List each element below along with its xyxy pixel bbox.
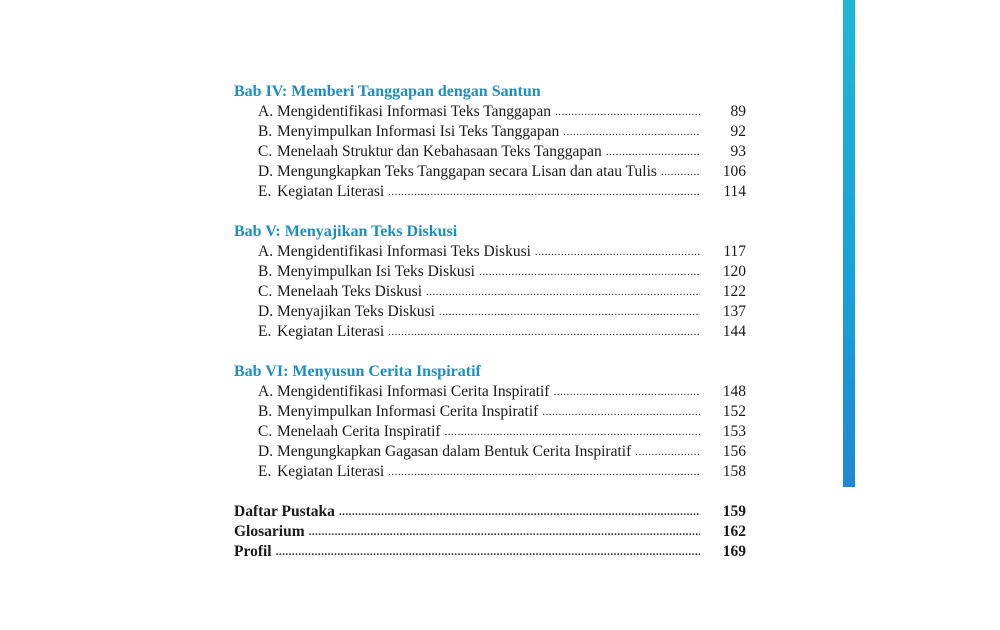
entry-page: 158 [722,463,746,480]
entry-title: Glosarium [234,523,305,540]
entry-title: Kegiatan Literasi [277,323,385,340]
entry-letter: D. [258,443,274,460]
entry-letter: A. [258,383,274,400]
entry-title: Menyimpulkan Informasi Cerita Inspiratif [277,403,539,420]
entry-page: 137 [722,303,746,320]
toc-entry[interactable] [234,162,746,182]
entry-title: Menyimpulkan Informasi Isi Teks Tanggapan [277,123,560,140]
chapter-4 [234,82,746,202]
toc-entry[interactable] [234,422,746,442]
entry-letter: E. [258,183,272,200]
entry-letter: B. [258,263,273,280]
dot-leader [535,242,700,262]
toc-entry[interactable] [234,462,746,482]
entry-page: 156 [722,443,746,460]
entry-letter: D. [258,163,274,180]
toc-entry[interactable] [234,242,746,262]
dot-leader [426,282,700,302]
entry-page: 89 [730,103,746,120]
entry-title: Mengidentifikasi Informasi Teks Diskusi [277,243,531,260]
entry-title: Menelaah Cerita Inspiratif [277,423,441,440]
entry-title: Mengidentifikasi Informasi Cerita Inspiratif [277,383,550,400]
entry-page: 153 [722,423,746,440]
entry-page: 169 [722,543,746,560]
toc-entry[interactable] [234,382,746,402]
entry-title: Mengidentifikasi Informasi Teks Tanggapan [277,103,552,120]
dot-leader [388,322,700,342]
entry-title: Daftar Pustaka [234,503,335,520]
entry-page: 117 [723,243,746,260]
entry-page: 152 [722,403,746,420]
chapter-title[interactable]: Bab V: Menyajikan Teks Diskusi [234,223,458,240]
entry-page: 159 [722,503,746,520]
entry-page: 148 [722,383,746,400]
entry-letter: B. [258,123,273,140]
toc-entry[interactable] [234,442,746,462]
toc-entry[interactable] [234,322,746,342]
chapter-title[interactable]: Bab VI: Menyusun Cerita Inspiratif [234,363,481,380]
entry-letter: A. [258,243,274,260]
dot-leader [635,442,700,462]
toc-entry[interactable] [234,102,746,122]
entry-title: Profil [234,543,272,560]
toc-entry[interactable] [234,262,746,282]
entry-page: 120 [722,263,746,280]
entry-page: 122 [722,283,746,300]
toc-entry-daftar-pustaka[interactable] [234,502,746,522]
toc-entry-profil[interactable] [234,542,746,562]
dot-leader [563,122,700,142]
chapter-title[interactable]: Bab IV: Memberi Tanggapan dengan Santun [234,83,541,100]
entry-letter: D. [258,303,274,320]
dot-leader [661,162,700,182]
entry-title: Menyimpulkan Isi Teks Diskusi [277,263,475,280]
entry-page: 93 [730,143,746,160]
back-matter [234,502,746,562]
entry-letter: C. [258,283,273,300]
entry-page: 106 [722,163,746,180]
dot-leader [309,522,700,542]
toc-entry[interactable] [234,302,746,322]
toc-entry[interactable] [234,182,746,202]
chapter-5 [234,222,746,342]
entry-page: 114 [723,183,746,200]
entry-page: 144 [722,323,746,340]
entry-letter: B. [258,403,273,420]
table-of-contents [234,82,746,562]
entry-title: Mengungkapkan Gagasan dalam Bentuk Cerita Inspiratif [277,443,632,460]
entry-letter: E. [258,463,272,480]
entry-letter: C. [258,423,273,440]
dot-leader [606,142,700,162]
toc-entry[interactable] [234,402,746,422]
toc-entry[interactable] [234,122,746,142]
dot-leader [439,302,700,322]
dot-leader [388,462,700,482]
dot-leader [339,502,700,522]
dot-leader [555,102,700,122]
chapter-6 [234,362,746,482]
toc-entry-glosarium[interactable] [234,522,746,542]
toc-entry[interactable] [234,142,746,162]
dot-leader [276,542,700,562]
dot-leader [445,422,700,442]
entry-title: Kegiatan Literasi [277,183,385,200]
entry-page: 162 [722,523,746,540]
dot-leader [553,382,700,402]
entry-title: Menyajikan Teks Diskusi [277,303,435,320]
dot-leader [388,182,700,202]
dot-leader [542,402,700,422]
entry-letter: C. [258,143,273,160]
entry-letter: A. [258,103,274,120]
toc-entry[interactable] [234,282,746,302]
dot-leader [479,262,700,282]
entry-letter: E. [258,323,272,340]
entry-title: Mengungkapkan Teks Tanggapan secara Lisan dan atau Tulis [277,163,657,180]
side-accent-bar [843,0,855,487]
entry-page: 92 [730,123,746,140]
entry-title: Menelaah Teks Diskusi [277,283,422,300]
entry-title: Menelaah Struktur dan Kebahasaan Teks Tanggapan [277,143,602,160]
entry-title: Kegiatan Literasi [277,463,385,480]
